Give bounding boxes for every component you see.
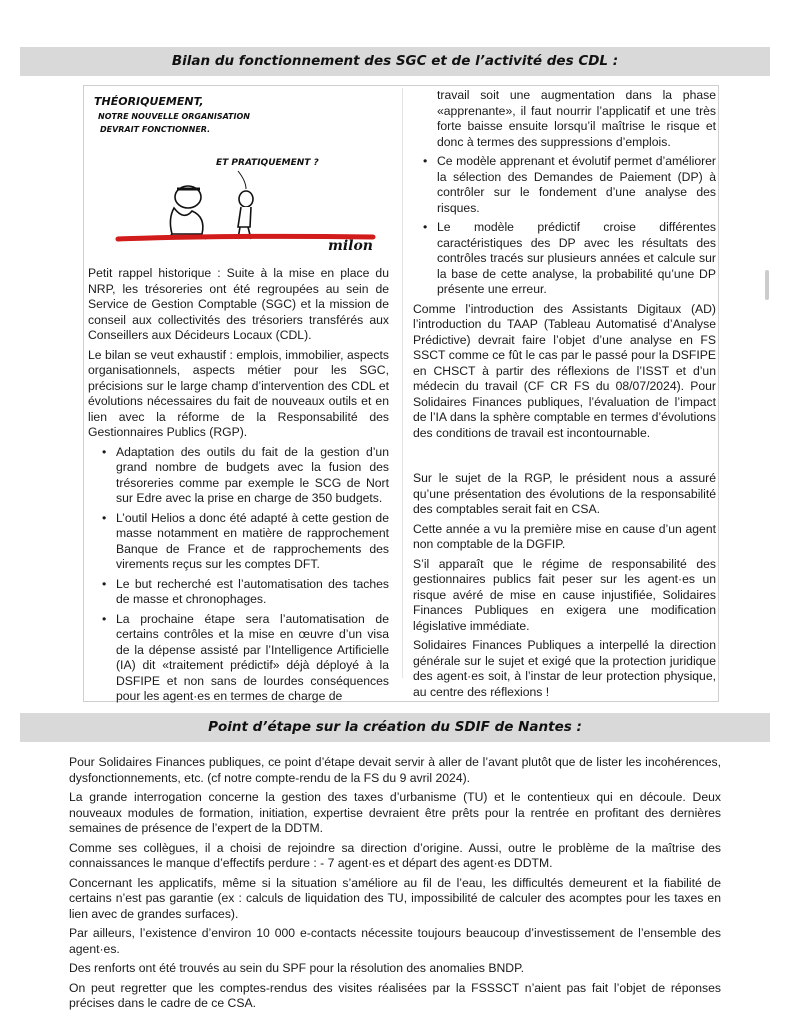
bullet-list-continued: [413, 88, 716, 298]
cartoon-caption-question: ET PRATIQUEMENT ?: [216, 158, 319, 168]
cartoon-caption-line1: THÉORIQUEMENT,: [94, 95, 204, 108]
list-item: • Adaptation des outils du fait de la gestion d’un grand nombre de budgets avec la fusion des trésoreries comme par exemple le SCG de Nort sur Edre avec la prise en charge de 350 budgets.: [100, 445, 389, 507]
section-header-sdif-nantes: [20, 713, 770, 742]
right-column: [413, 88, 716, 704]
paragraph: Petit rappel historique : Suite à la mise en place du NRP, les trésoreries ont été regroupées au sein de Service de Gestion Comptable (SGC) et la mission de conseil aux collectivités des trésoriers transférés aux Conseillers aux Décideurs Locaux (CDL).: [88, 266, 389, 342]
bullet-list: [88, 445, 389, 705]
paragraph: Comme l’introduction des Assistants Digitaux (AD) l’introduction du TAAP (Tableau Automatisé d’Analyse Prédictive) devrait faire l’objet d’une analyse en FS SSCT comme ce fût le cas par le passé pour la DSFIPE en CHSCT à partir des réflexions de l’ISST et d’un médecin du travail (CF CR FS du 08/07/2024). Pour Solidaires Finances publiques, l’évaluation de l’impact de l’IA dans la sphère comptable en termes d’évolutions des conditions de travail est incontournable.: [413, 301, 716, 440]
page-marker: [765, 270, 769, 300]
section-header-sgc-cdl: [20, 47, 770, 76]
cartoon-caption-line2: NOTRE NOUVELLE ORGANISATION: [98, 112, 250, 121]
paragraph: Cette année a vu la première mise en cause d’un agent non comptable de la DGFIP.: [413, 521, 716, 551]
paragraph: S’il apparaît que le régime de responsabilité des gestionnaires publics fait peser sur les agent·es un risque avéré de mise en cause injustifiée, Solidaires Finances Publiques en exigera une modification législative immédiate.: [413, 556, 716, 633]
cartoon-signature: milon: [328, 238, 373, 254]
section-title: Bilan du fonctionnement des SGC et de l’activité des CDL :: [171, 53, 619, 69]
column-divider: [402, 88, 403, 678]
paragraph: Comme ses collègues, il a choisi de rejoindre sa direction d’origine. Aussi, outre le problème de la maîtrise des connaissances le manque d’effectifs perdure : - 7 agent·es et départ des agent·es DDTM.: [69, 840, 721, 870]
paragraph: La grande interrogation concerne la gestion des taxes d’urbanisme (TU) et le contentieux qui en découle. Deux nouveaux modules de formation, initiation, expertise devraient être prêts pour la rentrée en profitant des dernières semaines de présence de l’expert de la DDTM.: [69, 790, 721, 835]
paragraph: Des renforts ont été trouvés au sein du SPF pour la résolution des anomalies BNDP.: [69, 961, 525, 975]
paragraph: On peut regretter que les comptes-rendus des visites réalisées par la FSSSCT n’aient pas fait l’objet de réponses précises dans le cadre de ce CSA.: [69, 980, 721, 1010]
cartoon-illustration: [88, 89, 398, 261]
paragraph: Le bilan se veut exhaustif : emplois, immobilier, aspects organisationnels, aspects métier pour les SGC, précisions sur le large champ d’intervention des CDL et évolutions nécessaires du fait de nouveaux outils et en lien avec la réforme de la Responsabilité des Gestionnaires Publics (RGP).: [88, 347, 389, 439]
left-column: [88, 266, 389, 709]
list-item: • Ce modèle apprenant et évolutif permet d’améliorer la sélection des Demandes de Paiement (DP) à contrôler sur le fondement d’une analyse des risques.: [421, 154, 716, 216]
paragraph: Sur le sujet de la RGP, le président nous a assuré qu’une présentation des évolutions de la responsabilité des comptables serait fait en CSA.: [413, 471, 716, 516]
list-item: • L’outil Helios a donc été adapté à cette gestion de masse notamment en matière de rapprochement Banque de France et de rapprochements des virements reçus sur les comptes DFT.: [100, 511, 389, 573]
list-item: • Le but recherché est l’automatisation des taches de masse et chronophages.: [100, 577, 389, 608]
paragraph: Concernant les applicatifs, même si la situation s’améliore au fil de l’eau, les difficultés demeurent et la fiabilité de certains n’est pas garantie (ex : calculs de liquidation des TU, impossibilité de calculer des acomptes pour les taxes en lien avec de grandes surfaces).: [69, 875, 721, 921]
cartoon-character-large: [168, 186, 206, 239]
section-title: Point d’étape sur la création du SDIF de Nantes :: [208, 719, 582, 735]
list-item: • La prochaine étape sera l’automatisation de certains contrôles et la mise en œuvre d’un visa de la dépense assisté par l’Intelligence Artificielle (IA) dit «traitement prédictif» déjà déployé à la DSFIPE et non sans de lourdes conséquences pour les agent·es en termes de charge de: [100, 612, 389, 705]
sdif-section-body: [69, 755, 721, 1016]
paragraph: Par ailleurs, l’existence d’environ 10 000 e-contacts nécessite toujours beaucoup d’investissement de l’ensemble des agent·es.: [69, 926, 721, 956]
paragraph: Pour Solidaires Finances publiques, ce point d’étape devait servir à aller de l’avant plutôt que de lister les incohérences, dysfonctionnements, etc. (cf notre compte-rendu de la FS du 9 avril 2024).: [69, 755, 721, 785]
cartoon-character-small: [238, 191, 253, 239]
list-item: travail soit une augmentation dans la phase «apprenante», il faut nourrir l’applicatif et une très forte baisse ensuite lorsqu’il maîtrise le risque et donc à termes des suppressions d’emplois.: [437, 88, 716, 149]
cartoon-caption-line3: DEVRAIT FONCTIONNER.: [100, 125, 211, 134]
list-item: • Le modèle prédictif croise différentes caractéristiques des DP avec les résultats des contrôles tracés sur plusieurs années et calcule sur la base de cette analyse, la probabilité qu’une DP présente une erreur.: [421, 220, 716, 298]
paragraph: Solidaires Finances Publiques a interpellé la direction générale sur le sujet et exigé que la protection juridique des agent·es soit, à l’instar de leur protection physique, au centre des réflexions !: [413, 638, 716, 699]
